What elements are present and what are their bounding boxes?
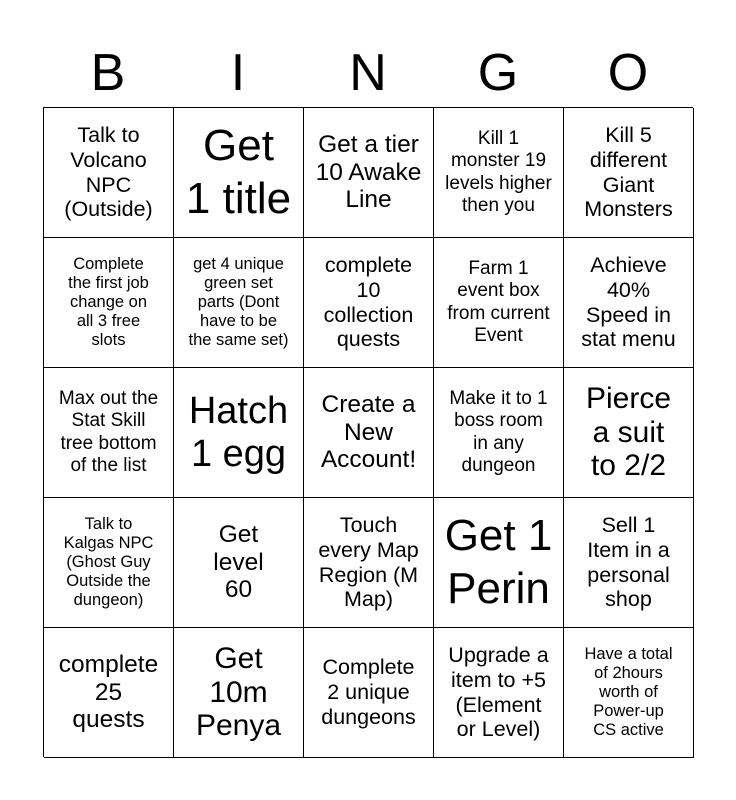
header-letter-i: I xyxy=(230,44,246,102)
bingo-cell-r3c2[interactable]: Hatch 1 egg xyxy=(174,368,304,498)
header-letter-n: N xyxy=(349,44,387,102)
bingo-cell-r5c4[interactable]: Upgrade a item to +5 (Element or Level) xyxy=(434,628,564,758)
bingo-cell-r2c4[interactable]: Farm 1 event box from current Event xyxy=(434,238,564,368)
bingo-cell-r2c1[interactable]: Complete the first job change on all 3 free slots xyxy=(44,238,174,368)
bingo-cell-r1c5[interactable]: Kill 5 different Giant Monsters xyxy=(564,108,694,238)
bingo-cell-r3c3[interactable]: Create a New Account! xyxy=(304,368,434,498)
bingo-cell-r2c2[interactable]: get 4 unique green set parts (Dont have to be the same set) xyxy=(174,238,304,368)
bingo-cell-r5c5[interactable]: Have a total of 2hours worth of Power-up CS active xyxy=(564,628,694,758)
bingo-cell-r5c2[interactable]: Get 10m Penya xyxy=(174,628,304,758)
header-letter-b: B xyxy=(90,44,126,102)
header-letter-g: G xyxy=(477,44,519,102)
bingo-cell-r2c3[interactable]: complete 10 collection quests xyxy=(304,238,434,368)
bingo-cell-r4c3[interactable]: Touch every Map Region (M Map) xyxy=(304,498,434,628)
bingo-cell-r4c2[interactable]: Get level 60 xyxy=(174,498,304,628)
bingo-header xyxy=(43,40,693,106)
bingo-cell-r1c3[interactable]: Get a tier 10 Awake Line xyxy=(304,108,434,238)
bingo-cell-r1c4[interactable]: Kill 1 monster 19 levels higher then you xyxy=(434,108,564,238)
bingo-cell-r5c3[interactable]: Complete 2 unique dungeons xyxy=(304,628,434,758)
bingo-cell-r1c1[interactable]: Talk to Volcano NPC (Outside) xyxy=(44,108,174,238)
bingo-cell-r4c1[interactable]: Talk to Kalgas NPC (Ghost Guy Outside the dungeon) xyxy=(44,498,174,628)
bingo-cell-r3c5[interactable]: Pierce a suit to 2/2 xyxy=(564,368,694,498)
bingo-cell-r3c4[interactable]: Make it to 1 boss room in any dungeon xyxy=(434,368,564,498)
header-letter-o: O xyxy=(607,44,649,102)
bingo-cell-r4c5[interactable]: Sell 1 Item in a personal shop xyxy=(564,498,694,628)
bingo-board xyxy=(43,107,693,757)
bingo-cell-r4c4[interactable]: Get 1 Perin xyxy=(434,498,564,628)
bingo-cell-r5c1[interactable]: complete 25 quests xyxy=(44,628,174,758)
bingo-cell-r2c5[interactable]: Achieve 40% Speed in stat menu xyxy=(564,238,694,368)
bingo-cell-r3c1[interactable]: Max out the Stat Skill tree bottom of the list xyxy=(44,368,174,498)
bingo-cell-r1c2[interactable]: Get 1 title xyxy=(174,108,304,238)
